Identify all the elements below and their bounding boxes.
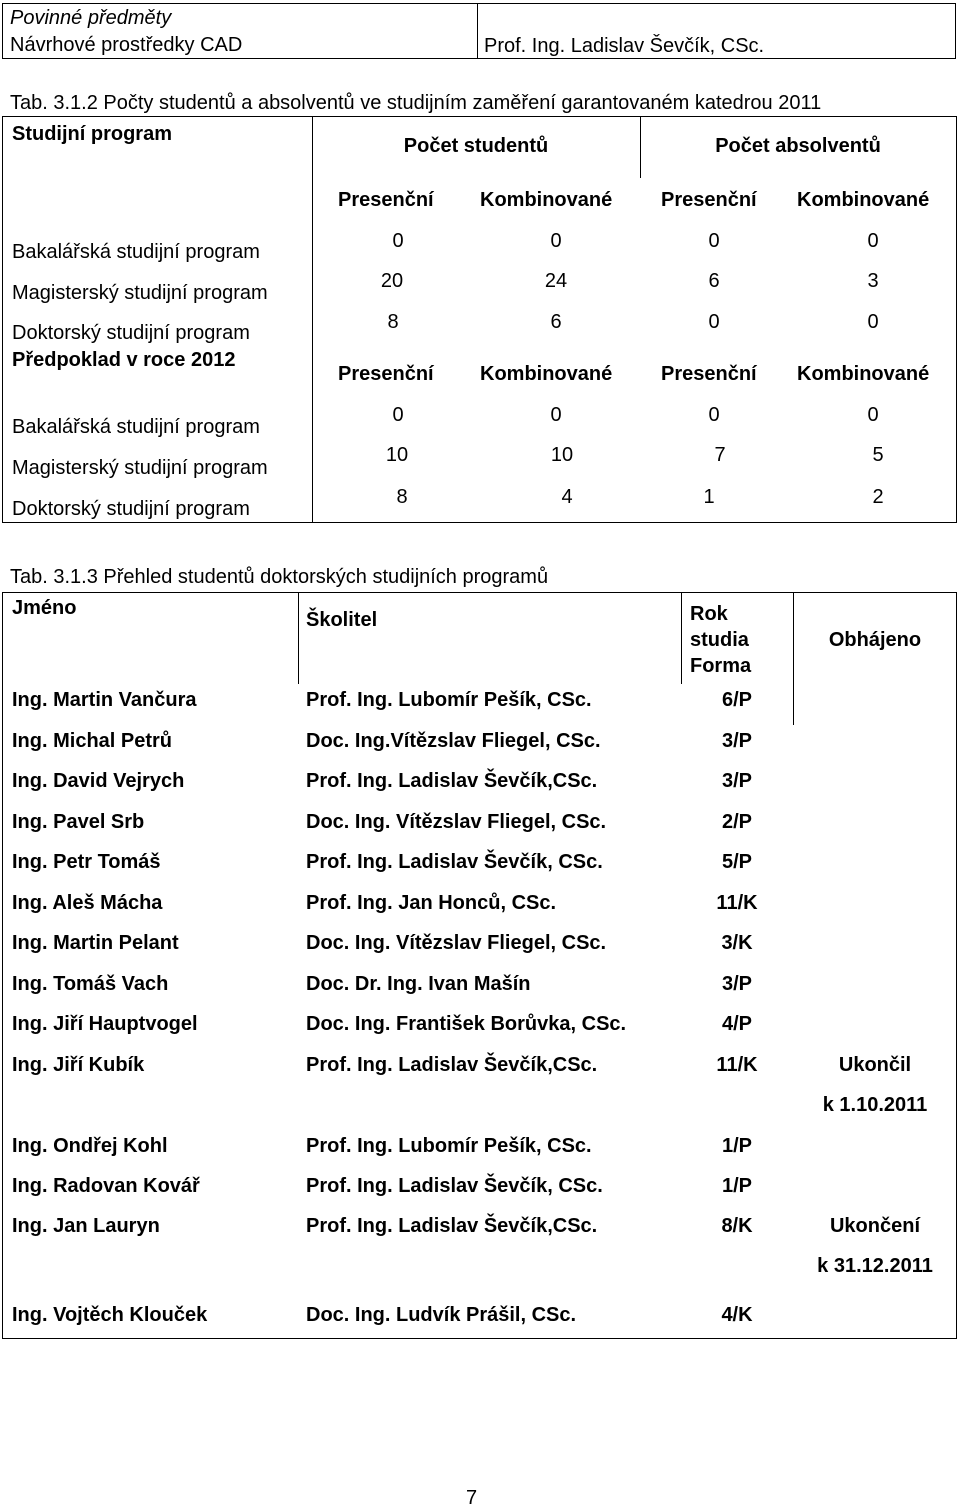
study-year: 3/K bbox=[721, 932, 753, 954]
study-year: 1/P bbox=[721, 1175, 753, 1197]
student-name: Ing. Martin Vančura bbox=[12, 689, 197, 711]
table1-forecast-cell: 4 bbox=[561, 486, 573, 508]
table1-cell: 24 bbox=[544, 270, 568, 292]
supervisor-name: Prof. Ing. Lubomír Pešík, CSc. bbox=[306, 689, 592, 711]
table1-col-students: Počet studentů bbox=[403, 135, 549, 157]
supervisor-name: Prof. Ing. Ladislav Ševčík,CSc. bbox=[306, 1054, 598, 1076]
table2-col-year-1: Rok bbox=[690, 603, 728, 625]
table1-forecast-cell: 0 bbox=[867, 404, 879, 426]
table1-forecast-cell: 0 bbox=[392, 404, 404, 426]
table1-sub-prezencni-1: Presenční bbox=[338, 189, 434, 211]
table1-cell: 0 bbox=[867, 230, 879, 252]
table2-col-year-3: Forma bbox=[690, 655, 752, 677]
study-year: 3/P bbox=[721, 973, 753, 995]
student-name: Ing. Michal Petrů bbox=[12, 730, 173, 752]
table1-row-label: Magisterský studijní program bbox=[12, 282, 268, 304]
table2-caption: Tab. 3.1.3 Přehled studentů doktorských studijních programů bbox=[10, 566, 549, 588]
table1-col-graduates: Počet absolventů bbox=[715, 135, 881, 157]
study-year: 4/K bbox=[721, 1304, 753, 1326]
student-name: Ing. Aleš Mácha bbox=[12, 892, 163, 914]
study-year: 8/K bbox=[721, 1215, 753, 1237]
table1-forecast-cell: 0 bbox=[550, 404, 562, 426]
table1-sub-kombinovane-1: Kombinované bbox=[480, 189, 613, 211]
student-name: Ing. Radovan Kovář bbox=[12, 1175, 200, 1197]
supervisor-name: Doc. Dr. Ing. Ivan Mašín bbox=[306, 973, 531, 995]
supervisor-name: Prof. Ing. Ladislav Ševčík,CSc. bbox=[306, 770, 598, 792]
student-name: Ing. Vojtěch Klouček bbox=[12, 1304, 208, 1326]
table1-forecast-cell: 7 bbox=[714, 444, 726, 466]
table1-forecast-label: Předpoklad v roce 2012 bbox=[12, 349, 236, 371]
table1-cell: 0 bbox=[867, 311, 879, 333]
section-title: Povinné předměty bbox=[10, 7, 172, 29]
table1-cell: 0 bbox=[392, 230, 404, 252]
student-name: Ing. Ondřej Kohl bbox=[12, 1135, 168, 1157]
table1-cell: 3 bbox=[867, 270, 879, 292]
defended-date: k 31.12.2011 bbox=[817, 1255, 933, 1277]
supervisor-name: Prof. Ing. Ladislav Ševčík, CSc. bbox=[306, 851, 603, 873]
table1-sub-kombinovane-3: Kombinované bbox=[480, 363, 613, 385]
student-name: Ing. Jiří Kubík bbox=[12, 1054, 145, 1076]
table1-cell: 20 bbox=[380, 270, 404, 292]
student-name: Ing. David Vejrych bbox=[12, 770, 185, 792]
study-year: 4/P bbox=[721, 1013, 753, 1035]
table1-cell: 0 bbox=[708, 311, 720, 333]
student-name: Ing. Petr Tomáš bbox=[12, 851, 161, 873]
study-year: 3/P bbox=[721, 770, 753, 792]
study-year: 11/K bbox=[716, 1054, 758, 1076]
page-number: 7 bbox=[466, 1487, 478, 1509]
study-year: 2/P bbox=[721, 811, 753, 833]
table1-forecast-cell: 1 bbox=[703, 486, 715, 508]
table1-cell: 6 bbox=[550, 311, 562, 333]
supervisor-name: Doc. Ing. Ludvík Prášil, CSc. bbox=[306, 1304, 577, 1326]
table1-forecast-row-label: Bakalářská studijní program bbox=[12, 416, 260, 438]
table2-col-name: Jméno bbox=[12, 597, 77, 619]
table1-forecast-cell: 0 bbox=[708, 404, 720, 426]
student-name: Ing. Tomáš Vach bbox=[12, 973, 169, 995]
student-name: Ing. Martin Pelant bbox=[12, 932, 179, 954]
table2-col-defended: Obhájeno bbox=[828, 629, 922, 651]
supervisor-name: Prof. Ing. Ladislav Ševčík, CSc. bbox=[306, 1175, 603, 1197]
table1-sub-kombinovane-2: Kombinované bbox=[797, 189, 930, 211]
supervisor-name: Doc. Ing. František Borůvka, CSc. bbox=[306, 1013, 627, 1035]
supervisor-name: Prof. Ing. Lubomír Pešík, CSc. bbox=[306, 1135, 592, 1157]
table1-row-label: Bakalářská studijní program bbox=[12, 241, 260, 263]
defended-status: Ukončil bbox=[838, 1054, 912, 1076]
table1-forecast-row-label: Doktorský studijní program bbox=[12, 498, 250, 520]
study-year: 11/K bbox=[716, 892, 758, 914]
table1-forecast-cell: 8 bbox=[396, 486, 408, 508]
supervisor-name: Doc. Ing.Vítězslav Fliegel, CSc. bbox=[306, 730, 601, 752]
study-year: 5/P bbox=[721, 851, 753, 873]
table1-sub-prezencni-3: Presenční bbox=[338, 363, 434, 385]
course-name: Návrhové prostředky CAD bbox=[10, 34, 243, 56]
supervisor-name: Doc. Ing. Vítězslav Fliegel, CSc. bbox=[306, 811, 607, 833]
table1-sub-prezencni-4: Presenční bbox=[661, 363, 757, 385]
table1-forecast-cell: 10 bbox=[550, 444, 574, 466]
table1-forecast-cell: 5 bbox=[872, 444, 884, 466]
table1-caption: Tab. 3.1.2 Počty studentů a absolventů ve studijním zaměření garantovaném katedrou 2011 bbox=[10, 92, 822, 114]
table1-sub-prezencni-2: Presenční bbox=[661, 189, 757, 211]
student-name: Ing. Jan Lauryn bbox=[12, 1215, 160, 1237]
student-name: Ing. Pavel Srb bbox=[12, 811, 145, 833]
table1-row-label: Doktorský studijní program bbox=[12, 322, 250, 344]
table1-col-program: Studijní program bbox=[12, 123, 172, 145]
student-name: Ing. Jiří Hauptvogel bbox=[12, 1013, 198, 1035]
supervisor-name: Doc. Ing. Vítězslav Fliegel, CSc. bbox=[306, 932, 607, 954]
table1-cell: 6 bbox=[708, 270, 720, 292]
defended-status: Ukončení bbox=[829, 1215, 921, 1237]
header-divider bbox=[477, 4, 478, 58]
table1-forecast-cell: 2 bbox=[872, 486, 884, 508]
study-year: 1/P bbox=[721, 1135, 753, 1157]
supervisor-name: Prof. Ing. Ladislav Ševčík,CSc. bbox=[306, 1215, 598, 1237]
table2-col-supervisor: Školitel bbox=[306, 609, 378, 631]
supervisor-name: Prof. Ing. Jan Honců, CSc. bbox=[306, 892, 557, 914]
table1-forecast-cell: 10 bbox=[385, 444, 409, 466]
defended-date: k 1.10.2011 bbox=[822, 1094, 928, 1116]
table1-cell: 0 bbox=[708, 230, 720, 252]
table1-cell: 8 bbox=[387, 311, 399, 333]
table1-forecast-row-label: Magisterský studijní program bbox=[12, 457, 268, 479]
study-year: 6/P bbox=[721, 689, 753, 711]
study-year: 3/P bbox=[721, 730, 753, 752]
course-teacher: Prof. Ing. Ladislav Ševčík, CSc. bbox=[484, 35, 765, 57]
table2-col-year-2: studia bbox=[690, 629, 749, 651]
table1-cell: 0 bbox=[550, 230, 562, 252]
table1-sub-kombinovane-4: Kombinované bbox=[797, 363, 930, 385]
